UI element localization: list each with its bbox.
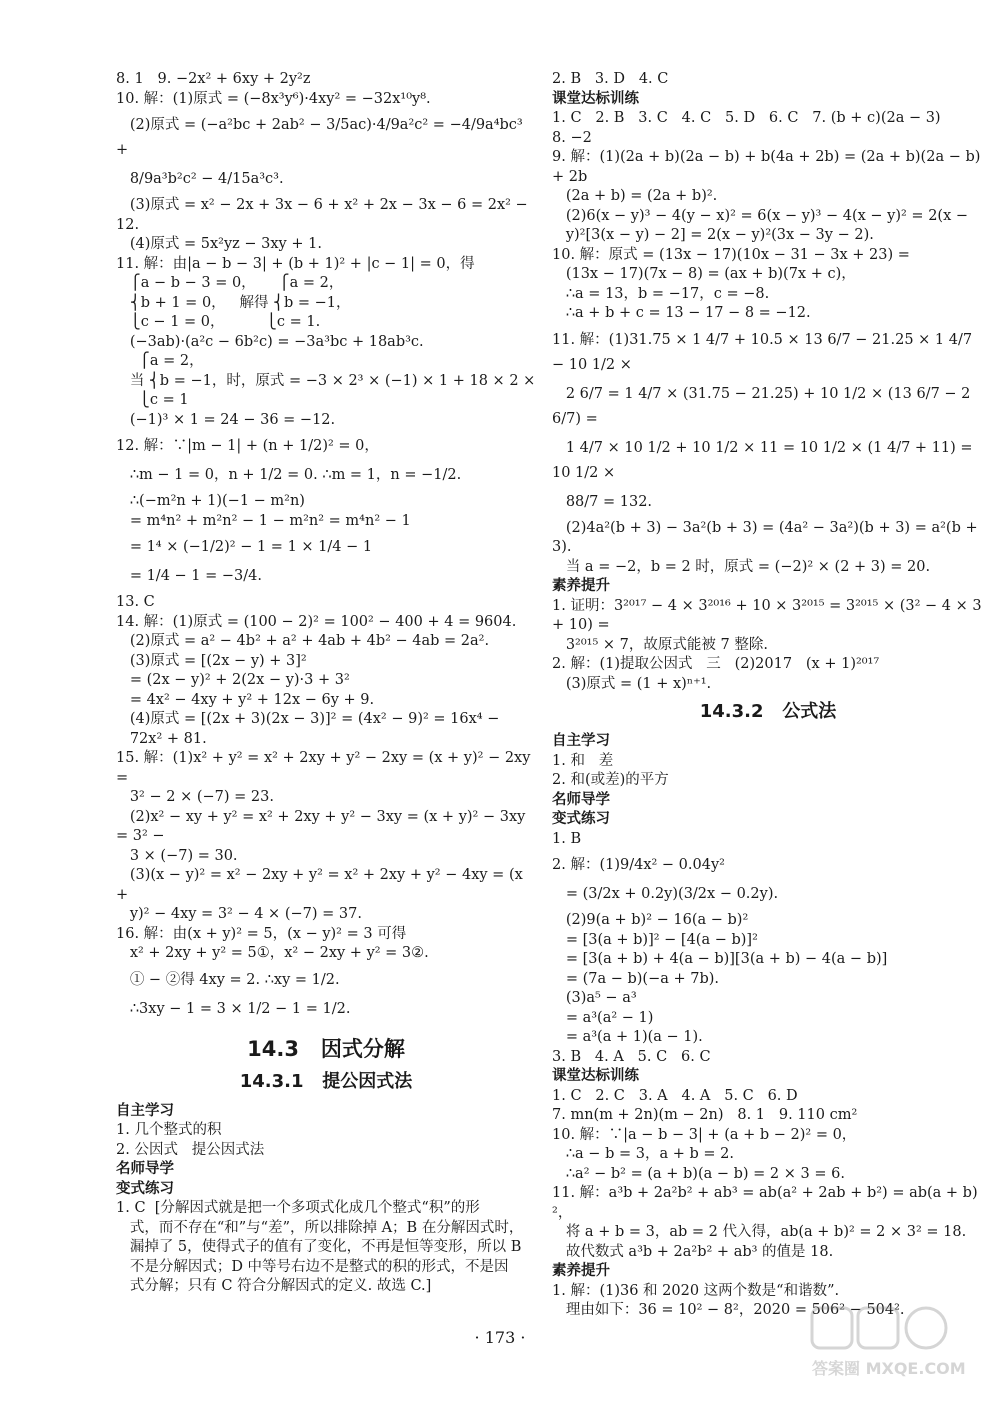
left-column-line: 当 ⎨b = −1，时，原式 = −3 × 2³ × (−1) × 1 + 18 × 2 ×: [116, 372, 536, 389]
right-column-line: 10. 解：∵|a − b − 3| + (a + b − 2)² = 0，: [552, 1126, 857, 1143]
right-column-line: = (3/2x + 0.2y)(3/2x − 0.2y).: [552, 886, 779, 902]
left-column-line: 13. C: [116, 594, 155, 610]
page-number: · 173 ·: [474, 1328, 526, 1347]
right-column-line: 2. B 3. D 4. C: [552, 71, 669, 87]
left-column-line: ∴(−m²n + 1)(−1 − m²n): [116, 493, 305, 509]
left-column-line: 12. 解：∵|m − 1| + (n + 1/2)² = 0，: [116, 438, 379, 454]
left-column-line: = 1/4 − 1 = −3/4.: [116, 568, 262, 584]
watermark-mark: [812, 1308, 946, 1348]
right-column-line: 1. 证明：3²⁰¹⁷ − 4 × 3²⁰¹⁶ + 10 × 3²⁰¹⁵ = 3²⁰¹⁵ × (3² − 4 × 3 + 10) =: [552, 597, 987, 633]
right-column-line: = (7a − b)(−a + 7b).: [552, 970, 720, 987]
left-column-line: 10. 解：(1)原式 = (−8x³y⁶)·4xy² = −32x¹⁰y⁸.: [116, 90, 431, 107]
right-column-line: 88/7 = 132.: [552, 493, 653, 510]
left-column: [116, 70, 536, 1297]
left-column-line: (3)原式 = [(2x − y) + 3]²: [116, 652, 307, 669]
right-column-line: (13x − 17)(7x − 8) = (ax + b)(7x + c)，: [552, 266, 856, 282]
right-column-line: 素养提升: [552, 578, 610, 594]
left-column-line: 16. 解：由(x + y)² = 5，(x − y)² = 3 可得: [116, 925, 407, 942]
left-column-line: 11. 解：由|a − b − 3| + (b + 1)² + |c − 1| = 0，得: [116, 255, 475, 272]
left-column-line: 2. 公因式 提公因式法: [116, 1141, 265, 1158]
right-column-line: 11. 解：(1)31.75 × 1 4/7 + 10.5 × 13 6/7 − 21.25 × 1 4/7 − 10 1/2 ×: [552, 331, 977, 373]
right-column-line: = [3(a + b) + 4(a − b)][3(a + b) − 4(a − b)]: [552, 951, 888, 967]
left-column-line: 3² − 2 × (−7) = 23.: [116, 789, 274, 805]
right-column-line: 3. B 4. A 5. C 6. C: [552, 1048, 711, 1065]
right-column-line: 1. B: [552, 830, 582, 847]
right-column-line: 9. 解：(1)(2a + b)(2a − b) + b(4a + 2b) = (2a + b)(2a − b) + 2b: [552, 149, 986, 185]
watermark-text: 答案圈 MXQE.COM: [812, 1359, 966, 1378]
right-column-line: 课堂达标训练: [552, 1068, 639, 1084]
right-column-line: (2a + b) = (2a + b)².: [552, 188, 718, 204]
left-column-line: ∴m − 1 = 0，n + 1/2 = 0. ∴m = 1，n = −1/2.: [116, 467, 462, 483]
right-column-line: = [3(a + b)]² − [4(a − b)]²: [552, 931, 758, 948]
left-column-line: (4)原式 = 5x²yz − 3xy + 1.: [116, 236, 322, 252]
right-column-line: 名师导学: [552, 791, 610, 808]
right-column-line: 故代数式 a³b + 2a²b² + ab³ 的值是 18.: [552, 1243, 834, 1260]
right-column-line: 当 a = −2，b = 2 时，原式 = (−2)² × (2 + 3) = 20.: [552, 558, 931, 575]
left-column-line: = 1⁴ × (−1/2)² − 1 = 1 × 1/4 − 1: [116, 539, 373, 555]
right-column-line: 1. C 2. C 3. A 4. A 5. C 6. D: [552, 1087, 798, 1104]
right-column-line: 1. 解：(1)36 和 2020 这两个数是“和谐数”.: [552, 1282, 840, 1299]
right-column-line: 理由如下：36 = 10² − 8²，2020 = 506² − 504².: [552, 1302, 905, 1318]
left-column-line: 式，而不存在“和”与“差”，所以排除掉 A；B 在分解因式时，: [116, 1219, 524, 1236]
left-column-line: 名师导学: [116, 1161, 174, 1177]
left-column-line: ⎩c − 1 = 0， ⎩c = 1.: [116, 314, 321, 330]
left-column-line: (2)x² − xy + y² = x² + 2xy + y² − 3xy = (x + y)² − 3xy = 3² −: [116, 808, 530, 844]
left-column-line: 1. C [分解因式就是把一个多项式化成几个整式“积”的形: [116, 1200, 480, 1216]
right-column-line: 2. 和(或差)的平方: [552, 772, 669, 788]
left-column-line: ⎧a − b − 3 = 0， ⎧a = 2，: [116, 275, 344, 291]
left-column-line: 14.3 因式分解: [247, 1036, 405, 1061]
right-column-line: 1. C 2. B 3. C 4. C 5. D 6. C 7. (b + c)(2a − 3): [552, 110, 941, 126]
right-column-line: 自主学习: [552, 733, 610, 749]
left-column-line: 14.3.1 提公因式法: [239, 1070, 413, 1092]
left-column-line: (4)原式 = [(2x + 3)(2x − 3)]² = (4x² − 9)² = 16x⁴ −: [116, 711, 500, 727]
left-column-line: ① − ②得 4xy = 2. ∴xy = 1/2.: [116, 971, 340, 988]
left-column-line: 8/9a³b²c² − 4/15a³c³.: [116, 171, 284, 187]
left-column-line: (3)(x − y)² = x² − 2xy + y² = x² + 2xy + y² − 4xy = (x +: [116, 867, 528, 903]
left-column-line: = (2x − y)² + 2(2x − y)·3 + 3²: [116, 672, 350, 688]
right-column-line: 10. 解：原式 = (13x − 17)(10x − 31 − 3x + 23) =: [552, 246, 910, 263]
left-column-line: 72x² + 81.: [116, 730, 207, 747]
left-column-line: ⎩c = 1: [116, 392, 189, 408]
right-column: [552, 70, 987, 1321]
left-column-line: 自主学习: [116, 1102, 174, 1119]
left-column-line: (3)原式 = x² − 2x + 3x − 6 + x² + 2x − 3x − 6 = 2x² − 12.: [116, 197, 533, 233]
right-column-line: 2. 解：(1)提取公因式 三 (2)2017 (x + 1)²⁰¹⁷: [552, 656, 880, 672]
left-column-line: (−1)³ × 1 = 24 − 36 = −12.: [116, 411, 336, 428]
left-column-line: x² + 2xy + y² = 5①，x² − 2xy + y² = 3②.: [116, 945, 429, 961]
left-column-line: (−3ab)·(a²c − 6b²c) = −3a³bc + 18ab³c.: [116, 333, 424, 350]
right-column-line: (2)4a²(b + 3) − 3a²(b + 3) = (4a² − 3a²)(b + 3) = a²(b + 3).: [552, 519, 983, 555]
left-column-line: 式分解；只有 C 符合分解因式的定义. 故选 C.]: [116, 1278, 432, 1294]
left-column-line: ⎧a = 2，: [116, 353, 204, 369]
right-column-line: = a³(a + 1)(a − 1).: [552, 1029, 703, 1045]
right-column-line: 变式练习: [552, 811, 610, 827]
right-column-line: = a³(a² − 1): [552, 1009, 654, 1026]
left-column-line: (2)原式 = (−a²bc + 2ab² − 3/5ac)·4/9a²c² = −4/9a⁴bc³ +: [116, 117, 528, 158]
right-column-line: (2)6(x − y)³ − 4(y − x)² = 6(x − y)³ − 4(x − y)² = 2(x −: [552, 207, 969, 224]
right-column-line: 14.3.2 公式法: [699, 701, 837, 722]
right-column-line: 1. 和 差: [552, 752, 614, 769]
right-column-line: 2. 解：(1)9/4x² − 0.04y²: [552, 857, 725, 873]
right-column-line: 2 6/7 = 1 4/7 × (31.75 − 21.25) + 10 1/2 × (13 6/7 − 2 6/7) =: [552, 385, 975, 427]
left-column-line: ⎨b + 1 = 0， 解得 ⎨b = −1，: [116, 294, 351, 311]
right-column-line: ∴a² − b² = (a + b)(a − b) = 2 × 3 = 6.: [552, 1165, 845, 1182]
right-column-line: ∴a = 13，b = −17，c = −8.: [552, 285, 770, 302]
watermark-logo: [808, 1302, 978, 1382]
right-column-line: ∴a + b + c = 13 − 17 − 8 = −12.: [552, 305, 811, 321]
right-column-line: 素养提升: [552, 1263, 610, 1279]
left-column-line: = 4x² − 4xy + y² + 12x − 6y + 9.: [116, 691, 375, 708]
left-column-line: ∴3xy − 1 = 3 × 1/2 − 1 = 1/2.: [116, 1000, 351, 1017]
right-column-line: 课堂达标训练: [552, 90, 639, 107]
right-column-line: 3²⁰¹⁵ × 7，故原式能被 7 整除.: [552, 636, 768, 653]
right-column-line: (3)a⁵ − a³: [552, 990, 637, 1006]
left-column-line: y)² − 4xy = 3² − 4 × (−7) = 37.: [116, 906, 362, 922]
right-column-line: ∴a − b = 3，a + b = 2.: [552, 1146, 734, 1162]
right-column-line: (2)9(a + b)² − 16(a − b)²: [552, 912, 749, 928]
left-column-line: 14. 解：(1)原式 = (100 − 2)² = 100² − 400 + 4 = 9604.: [116, 613, 517, 630]
left-column-line: 不是分解因式；D 中等号右边不是整式的积的形式，不是因: [116, 1258, 509, 1275]
right-column-line: 11. 解：a³b + 2a²b² + ab³ = ab(a² + 2ab + b²) = ab(a + b)²，: [552, 1185, 978, 1221]
left-column-line: (2)原式 = a² − 4b² + a² + 4ab + 4b² − 4ab = 2a².: [116, 633, 490, 649]
left-column-line: 15. 解：(1)x² + y² = x² + 2xy + y² − 2xy = (x + y)² − 2xy =: [116, 750, 536, 786]
right-column-line: 1 4/7 × 10 1/2 + 10 1/2 × 11 = 10 1/2 × (1 4/7 + 11) = 10 1/2 ×: [552, 439, 978, 481]
left-column-line: 3 × (−7) = 30.: [116, 847, 238, 864]
right-column-line: 8. −2: [552, 129, 592, 146]
right-column-line: (3)原式 = (1 + x)ⁿ⁺¹.: [552, 675, 712, 692]
left-column-line: 8. 1 9. −2x² + 6xy + 2y²z: [116, 71, 311, 87]
left-column-line: 1. 几个整式的积: [116, 1122, 222, 1138]
left-column-line: 漏掉了 5，使得式子的值有了变化，不再是恒等变形，所以 B: [116, 1239, 522, 1255]
left-column-line: 变式练习: [116, 1180, 174, 1197]
left-column-line: = m⁴n² + m²n² − 1 − m²n² = m⁴n² − 1: [116, 512, 411, 529]
right-column-line: 7. mn(m + 2n)(m − 2n) 8. 1 9. 110 cm²: [552, 1107, 858, 1123]
right-column-line: y)²[3(x − y) − 2] = 2(x − y)²(3x − 3y − 2).: [552, 227, 874, 243]
right-column-line: 将 a + b = 3，ab = 2 代入得，ab(a + b)² = 2 × 3² = 18.: [552, 1224, 967, 1240]
